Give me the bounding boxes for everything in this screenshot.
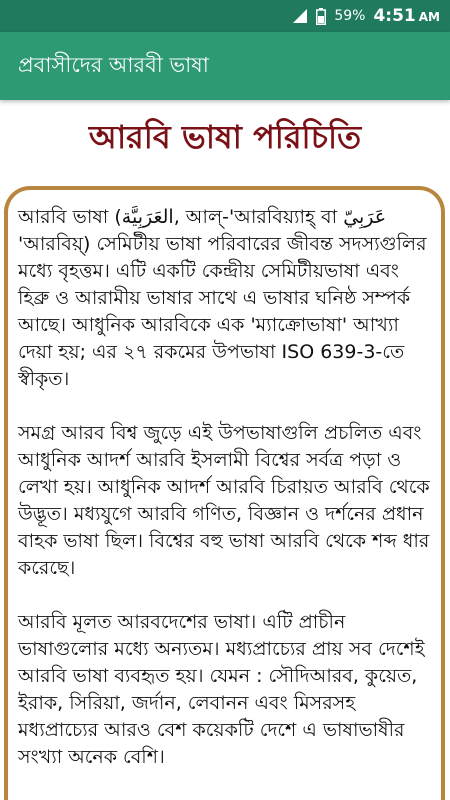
clock-time: 4:51 [373, 6, 416, 26]
article-paragraph-3: আরবি মূলত আরবদেশের ভাষা। এটি প্রাচীন ভাষাগুলোর মধ্যে অন্যতম। মধ্যপ্রাচ্যের প্রায় সব দেশেই আরবি ভাষা ব্যবহৃত হয়। যেমন : সৌদিআরব, কুয়েত, ইরাক, সিরিয়া, জর্দান, লেবানন এবং মিসরসহ মধ্যপ্রাচ্যের আরও বেশ কয়েকটি দেশে এ ভাষাভাষীর সংখ্যা অনেক বেশি। [18, 611, 425, 768]
article-frame[interactable] [4, 186, 445, 800]
page-heading: আরবি ভাষা পরিচিতি [88, 118, 362, 156]
app-title: প্রবাসীদের আরবী ভাষা [18, 52, 209, 77]
battery-icon [316, 8, 326, 25]
article-paragraph-2: সমগ্র আরব বিশ্ব জুড়ে এই উপভাষাগুলি প্রচলিত এবং আধুনিক আদর্শ আরবি ইসলামী বিশ্বের সর্বত্র পড়া ও লেখা হয়। আধুনিক আদর্শ আরবি চিরায়ত আরবি থেকে উদ্ভূত। মধ্যযুগে আরবি গণিত, বিজ্ঞান ও দর্শনের প্রধান বাহক ভাষা ছিল। বিশ্বের বহু ভাষা আরবি থেকে শব্দ ধার করেছে। [18, 422, 430, 579]
battery-percent: 59% [334, 8, 366, 24]
status-bar [0, 0, 450, 32]
clock [373, 6, 440, 26]
signal-icon [292, 8, 308, 24]
app-bar [0, 32, 450, 100]
clock-ampm: AM [418, 10, 440, 24]
article-paragraph-1: আরবি ভাষা (العَرَبِيَّة, আল্-'আরবিয়্যাহ্ বা عَرَبِيّ 'আরবিয়্) সেমিটীয় ভাষা পরিবারের জীবন্ত সদস্যগুলির মধ্যে বৃহত্তম। এটি একটি কেন্দ্রীয় সেমিটীয়ভাষা এবং হিব্রু ও আরামীয় ভাষার সাথে এ ভাষার ঘনিষ্ঠ সম্পর্ক আছে। আধুনিক আরবিকে এক 'ম্যাক্রোভাষা' আখ্যা দেয়া হয়; এর ২৭ রকমের উপভাষা ISO 639-3-তে স্বীকৃত। [18, 206, 427, 390]
